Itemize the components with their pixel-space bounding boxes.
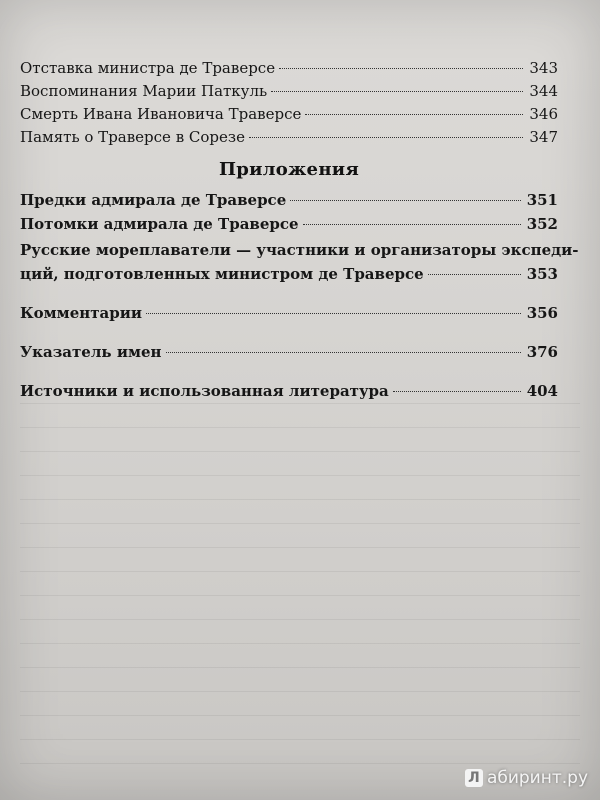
toc-entry-page: 404 [526,382,558,400]
toc-entry-multiline [20,240,579,284]
toc-entry [20,214,558,234]
toc-entry-title: Потомки адмирала де Траверсе [20,215,299,233]
dot-leader [393,391,521,392]
toc-entry [20,58,558,78]
toc-entry-page: 352 [526,215,558,233]
toc-entry-page: 351 [526,191,558,209]
toc-entry-title: Источники и использованная литература [20,382,389,400]
watermark-text: абиринт.ру [486,768,588,788]
toc-entry-title: Указатель имен [20,343,162,361]
section-heading: Приложения [218,159,360,180]
dot-leader [279,68,523,69]
toc-entry-title: Смерть Ивана Ивановича Траверсе [20,105,302,123]
toc-entry-title: Отставка министра де Траверсе [20,59,276,77]
dot-leader [249,137,523,138]
toc-entry [20,342,558,362]
toc-entry [20,381,558,401]
toc-entry-page: 347 [529,128,558,146]
dot-leader [271,91,523,92]
labirint-watermark [465,768,588,788]
toc-entry [20,104,558,124]
toc-entry [20,303,558,323]
toc-entry-line2 [20,264,558,284]
dot-leader [303,224,521,225]
toc-entry [20,190,558,210]
toc-entry-title: Воспоминания Марии Паткуль [20,82,268,100]
toc-entry-page: 376 [526,343,558,361]
table-of-contents [20,58,579,401]
toc-entry-title-line2: ций, подготовленных министром де Траверсе [20,265,424,283]
toc-entry-title: Предки адмирала де Траверсе [20,191,287,209]
labirint-logo-icon: Л [465,769,483,787]
bleed-through-text [20,385,580,765]
toc-entry-title-line1: Русские мореплаватели — участники и организаторы экспеди- [20,241,579,259]
toc-entry-title: Память о Траверсе в Сорезе [20,128,245,146]
toc-entry-page: 346 [529,105,558,123]
dot-leader [428,274,521,275]
toc-entry [20,81,558,101]
toc-entry-page: 343 [529,59,558,77]
toc-entry-page: 353 [526,265,558,283]
dot-leader [146,313,521,314]
toc-entry-page: 356 [526,304,558,322]
toc-entry-title: Комментарии [20,304,142,322]
toc-entry [20,127,558,147]
dot-leader [305,114,523,115]
dot-leader [166,352,521,353]
toc-entry-page: 344 [529,82,558,100]
dot-leader [290,200,520,201]
